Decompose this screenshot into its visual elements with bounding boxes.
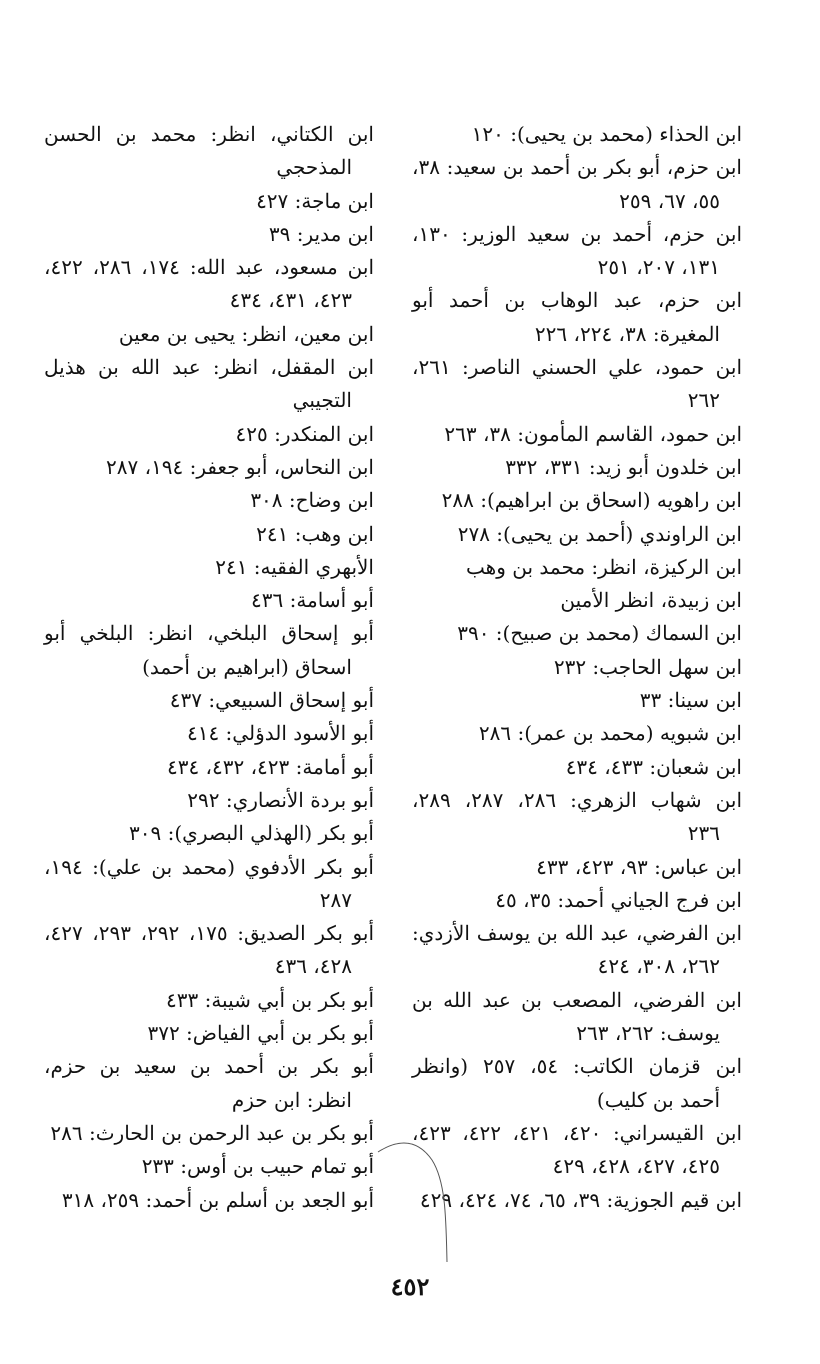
index-entry: أبو الأسود الدؤلي: ٤١٤ [186,721,374,746]
index-entry: ابن النحاس، أبو جعفر: ١٩٤، ٢٨٧ [106,454,374,479]
index-entry: ابن الركيزة، انظر: محمد بن وهب [466,554,742,579]
index-entry: ابن شعبان: ٤٣٣، ٤٣٤ [565,754,742,779]
index-entry: ابن المنكدر: ٤٢٥ [235,421,374,446]
index-entry: ابن حمود، علي الحسني الناصر: ٢٦١، ٢٦٢ [412,355,742,413]
index-entry: ابن وهب: ٢٤١ [256,521,374,546]
index-entry: ابن مدير: ٣٩ [268,221,374,246]
index-entry: أبو الجعد بن أسلم بن أحمد: ٢٥٩، ٣١٨ [61,1187,374,1212]
index-entry: ابن زبيدة، انظر الأمين [560,588,742,613]
index-entry: ابن سينا: ٣٣ [639,688,742,713]
index-entry: ابن المقفل، انظر: عبد الله بن هذيل التجيبي [44,355,374,413]
index-entry: ابن معين، انظر: يحيى بن معين [118,321,374,346]
index-entry: ابن عباس: ٩٣، ٤٢٣، ٤٣٣ [536,854,742,879]
index-entry: ابن الراوندي (أحمد بن يحيى): ٢٧٨ [457,521,742,546]
index-entry: ابن وضاح: ٣٠٨ [250,488,374,513]
index-entry: ابن الكتاني، انظر: محمد بن الحسن المذحجي [44,122,374,180]
index-entry: ابن حمود، القاسم المأمون: ٣٨، ٢٦٣ [444,421,742,446]
index-entry: أبو بردة الأنصاري: ٢٩٢ [187,787,374,812]
index-entry: ابن حزم، أبو بكر بن أحمد بن سعيد: ٣٨، ٥٥، ٦٧، ٢٥٩ [412,155,742,213]
index-entry: ابن الفرضي، عبد الله بن يوسف الأزدي: ٢٦٢، ٣٠٨، ٤٢٤ [412,921,742,979]
index-entry: ابن خلدون أبو زيد: ٣٣١، ٣٣٢ [505,454,742,479]
index-entry: أبو بكر بن أبي الفياض: ٣٧٢ [147,1021,374,1046]
index-entry: ابن قيم الجوزية: ٣٩، ٦٥، ٧٤، ٤٢٤، ٤٢٩ [419,1187,742,1212]
page-number: ٤٥٢ [390,1272,430,1301]
index-entry: أبو إسحاق السبيعي: ٤٣٧ [169,688,374,713]
index-entry: ابن فرج الجياني أحمد: ٣٥، ٤٥ [495,887,742,912]
index-entry: أبو بكر الأدفوي (محمد بن علي): ١٩٤، ٢٨٧ [44,854,374,912]
index-column-right [412,118,742,1217]
index-entry: ابن راهويه (اسحاق بن ابراهيم): ٢٨٨ [441,488,742,513]
index-entry: أبو أسامة: ٤٣٦ [251,588,374,613]
index-entry: ابن السماك (محمد بن صبيح): ٣٩٠ [457,621,742,646]
index-entry: أبو تمام حبيب بن أوس: ٢٣٣ [141,1154,374,1179]
index-entry: أبو أمامة: ٤٢٣، ٤٣٢، ٤٣٤ [166,754,374,779]
index-entry: الأبهري الفقيه: ٢٤١ [215,554,374,579]
index-entry: أبو بكر (الهذلي البصري): ٣٠٩ [129,821,374,846]
index-entry: ابن حزم، عبد الوهاب بن أحمد أبو المغيرة: ٣٨، ٢٢٤، ٢٢٦ [412,288,742,346]
index-entry: أبو إسحاق البلخي، انظر: البلخي أبو اسحاق (ابراهيم بن أحمد) [44,621,374,679]
index-entry: أبو بكر بن أبي شيبة: ٤٣٣ [166,987,374,1012]
index-entry: ابن شبويه (محمد بن عمر): ٢٨٦ [478,721,742,746]
index-column-left [44,118,374,1217]
index-entry: ابن شهاب الزهري: ٢٨٦، ٢٨٧، ٢٨٩، ٢٣٦ [412,787,743,846]
index-entry: ابن الفرضي، المصعب بن عبد الله بن يوسف: ٢٦٢، ٢٦٣ [412,987,742,1046]
index-entry: ابن القيسراني: ٤٢٠، ٤٢١، ٤٢٢، ٤٢٣، ٤٢٥، ٤٢٧، ٤٢٨، ٤٢٩ [412,1120,743,1179]
index-entry: أبو بكر بن أحمد بن سعيد بن حزم، انظر: ابن حزم [44,1054,374,1112]
index-entry: ابن حزم، أحمد بن سعيد الوزير: ١٣٠، ١٣١، ٢٠٧، ٢٥١ [412,221,742,280]
index-entry: ابن الحذاء (محمد بن يحيى): ١٢٠ [471,122,742,146]
index-entry: أبو بكر بن عبد الرحمن بن الحارث: ٢٨٦ [50,1120,374,1145]
index-entry: ابن سهل الحاجب: ٢٣٢ [553,654,742,679]
index-entry: ابن مسعود، عبد الله: ١٧٤، ٢٨٦، ٤٢٢، ٤٢٣، ٤٣١، ٤٣٤ [44,255,375,313]
index-entry: ابن قزمان الكاتب: ٥٤، ٢٥٧ (وانظر أحمد بن كليب) [412,1054,743,1112]
index-entry: أبو بكر الصديق: ١٧٥، ٢٩٢، ٢٩٣، ٤٢٧، ٤٢٨، ٤٣٦ [44,921,374,979]
index-entry: ابن ماجة: ٤٢٧ [256,188,374,213]
